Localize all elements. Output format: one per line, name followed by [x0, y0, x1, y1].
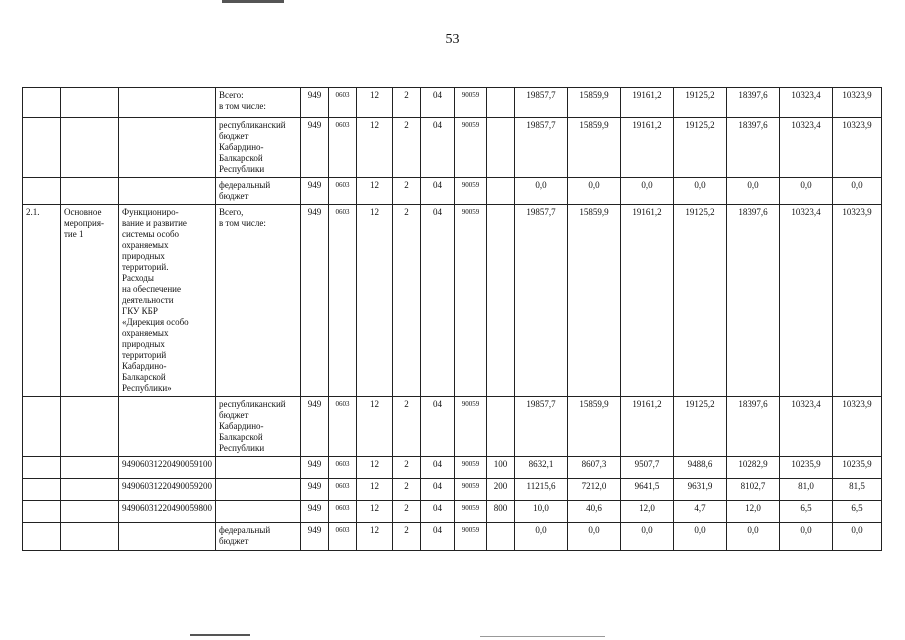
table-row: [23, 118, 882, 178]
row-code-2: 2: [393, 88, 421, 118]
row-value-1: 0,0: [515, 178, 568, 205]
row-description: [119, 397, 216, 457]
row-value-3: 0,0: [621, 178, 674, 205]
row-value-1: 19857,7: [515, 118, 568, 178]
row-number: [23, 523, 61, 551]
row-value-2: 0,0: [568, 523, 621, 551]
row-code-3: 04: [421, 118, 455, 178]
row-value-1: 19857,7: [515, 397, 568, 457]
row-code-3: 04: [421, 479, 455, 501]
scan-artifact-top: [222, 0, 284, 3]
row-code-1: 12: [357, 178, 393, 205]
row-value-2: 15859,9: [568, 118, 621, 178]
row-number: [23, 501, 61, 523]
row-rzpr: 0603: [329, 88, 357, 118]
row-value-1: 19857,7: [515, 88, 568, 118]
row-value-6: 6,5: [780, 501, 833, 523]
row-code-1: 12: [357, 523, 393, 551]
row-value-5: 18397,6: [727, 118, 780, 178]
row-code-2: 2: [393, 479, 421, 501]
row-value-5: 0,0: [727, 178, 780, 205]
row-value-2: 15859,9: [568, 88, 621, 118]
row-value-4: 19125,2: [674, 88, 727, 118]
table-row: [23, 523, 882, 551]
row-funding-source: республиканский бюджет Кабардино- Балкарской Республики: [216, 118, 301, 178]
row-description: [119, 523, 216, 551]
row-code-4: 90059: [455, 118, 487, 178]
row-code-1: 12: [357, 457, 393, 479]
row-number: [23, 457, 61, 479]
row-code-3: 04: [421, 457, 455, 479]
row-value-4: 19125,2: [674, 205, 727, 397]
row-funding-source: федеральный бюджет: [216, 178, 301, 205]
row-value-7: 10323,9: [833, 397, 882, 457]
table-body: [23, 88, 882, 551]
row-value-7: 10323,9: [833, 88, 882, 118]
row-value-2: 7212,0: [568, 479, 621, 501]
row-number: [23, 118, 61, 178]
row-code-2: 2: [393, 397, 421, 457]
table-row: [23, 397, 882, 457]
row-value-6: 10323,4: [780, 205, 833, 397]
table-row: [23, 501, 882, 523]
budget-table: [22, 87, 882, 551]
row-description: 94906031220490059800: [119, 501, 216, 523]
row-value-5: 10282,9: [727, 457, 780, 479]
row-funding-source: федеральный бюджет: [216, 523, 301, 551]
row-rzpr: 0603: [329, 523, 357, 551]
row-code-1: 12: [357, 501, 393, 523]
row-grbs: 949: [301, 397, 329, 457]
row-value-5: 18397,6: [727, 397, 780, 457]
row-value-7: 0,0: [833, 523, 882, 551]
row-funding-source: [216, 457, 301, 479]
scan-artifact-bottom-line: [480, 636, 605, 637]
row-name: [61, 88, 119, 118]
row-vr: 100: [487, 457, 515, 479]
row-name: [61, 178, 119, 205]
row-value-2: 15859,9: [568, 205, 621, 397]
row-vr: 200: [487, 479, 515, 501]
row-rzpr: 0603: [329, 178, 357, 205]
row-code-3: 04: [421, 88, 455, 118]
row-description: [119, 88, 216, 118]
row-rzpr: 0603: [329, 118, 357, 178]
row-value-3: 19161,2: [621, 205, 674, 397]
row-value-4: 4,7: [674, 501, 727, 523]
row-description: Функциониро- вание и развитие системы особо охраняемых природных территорий. Расходы на обеспечение деятельности ГКУ КБР «Дирекция особо охраняемых природных территорий Кабардино- Балкарской Республики»: [119, 205, 216, 397]
row-value-3: 9641,5: [621, 479, 674, 501]
row-funding-source: республиканский бюджет Кабардино- Балкарской Республики: [216, 397, 301, 457]
row-value-6: 81,0: [780, 479, 833, 501]
row-vr: [487, 523, 515, 551]
row-value-4: 0,0: [674, 178, 727, 205]
row-number: [23, 178, 61, 205]
row-code-4: 90059: [455, 178, 487, 205]
budget-table-wrap: [22, 87, 882, 551]
row-number: [23, 397, 61, 457]
row-value-6: 10323,4: [780, 88, 833, 118]
row-description: [119, 178, 216, 205]
table-row: [23, 88, 882, 118]
row-value-3: 19161,2: [621, 88, 674, 118]
row-value-5: 0,0: [727, 523, 780, 551]
row-value-2: 0,0: [568, 178, 621, 205]
row-value-3: 19161,2: [621, 118, 674, 178]
row-value-7: 10235,9: [833, 457, 882, 479]
page-number: 53: [445, 32, 460, 47]
row-value-1: 0,0: [515, 523, 568, 551]
row-grbs: 949: [301, 523, 329, 551]
row-name: [61, 457, 119, 479]
row-value-7: 10323,9: [833, 118, 882, 178]
row-number: [23, 88, 61, 118]
table-row: [23, 178, 882, 205]
row-vr: [487, 205, 515, 397]
row-code-4: 90059: [455, 523, 487, 551]
row-rzpr: 0603: [329, 501, 357, 523]
row-value-4: 0,0: [674, 523, 727, 551]
row-rzpr: 0603: [329, 457, 357, 479]
row-vr: [487, 397, 515, 457]
row-code-3: 04: [421, 501, 455, 523]
row-vr: [487, 118, 515, 178]
row-code-1: 12: [357, 118, 393, 178]
row-rzpr: 0603: [329, 397, 357, 457]
row-vr: [487, 88, 515, 118]
row-rzpr: 0603: [329, 205, 357, 397]
row-code-4: 90059: [455, 501, 487, 523]
row-value-7: 0,0: [833, 178, 882, 205]
row-description: 94906031220490059200: [119, 479, 216, 501]
row-funding-source: [216, 501, 301, 523]
row-code-1: 12: [357, 88, 393, 118]
row-grbs: 949: [301, 88, 329, 118]
row-grbs: 949: [301, 501, 329, 523]
row-value-6: 0,0: [780, 523, 833, 551]
row-value-3: 9507,7: [621, 457, 674, 479]
row-value-5: 18397,6: [727, 88, 780, 118]
row-vr: 800: [487, 501, 515, 523]
row-value-3: 19161,2: [621, 397, 674, 457]
row-code-3: 04: [421, 205, 455, 397]
row-value-2: 15859,9: [568, 397, 621, 457]
row-description: [119, 118, 216, 178]
row-value-1: 8632,1: [515, 457, 568, 479]
row-code-2: 2: [393, 501, 421, 523]
row-number: [23, 479, 61, 501]
row-grbs: 949: [301, 205, 329, 397]
row-value-7: 6,5: [833, 501, 882, 523]
row-code-3: 04: [421, 523, 455, 551]
row-name: Основное мероприя- тие 1: [61, 205, 119, 397]
row-name: [61, 523, 119, 551]
row-code-4: 90059: [455, 88, 487, 118]
row-name: [61, 118, 119, 178]
row-grbs: 949: [301, 178, 329, 205]
row-grbs: 949: [301, 479, 329, 501]
row-name: [61, 501, 119, 523]
row-code-1: 12: [357, 397, 393, 457]
row-value-3: 0,0: [621, 523, 674, 551]
row-value-5: 18397,6: [727, 205, 780, 397]
row-value-6: 10235,9: [780, 457, 833, 479]
row-code-2: 2: [393, 178, 421, 205]
row-value-7: 10323,9: [833, 205, 882, 397]
row-value-2: 8607,3: [568, 457, 621, 479]
row-code-3: 04: [421, 178, 455, 205]
row-funding-source: [216, 479, 301, 501]
row-value-4: 9488,6: [674, 457, 727, 479]
row-value-7: 81,5: [833, 479, 882, 501]
row-description: 9490603122049005910​0: [119, 457, 216, 479]
row-code-4: 90059: [455, 205, 487, 397]
row-name: [61, 397, 119, 457]
row-code-2: 2: [393, 457, 421, 479]
row-value-1: 10,0: [515, 501, 568, 523]
row-code-4: 90059: [455, 457, 487, 479]
row-value-1: 11215,6: [515, 479, 568, 501]
row-value-4: 9631,9: [674, 479, 727, 501]
row-value-6: 10323,4: [780, 118, 833, 178]
row-value-5: 8102,7: [727, 479, 780, 501]
row-number: 2.1.: [23, 205, 61, 397]
row-rzpr: 0603: [329, 479, 357, 501]
row-value-1: 19857,7: [515, 205, 568, 397]
row-value-2: 40,6: [568, 501, 621, 523]
table-row: [23, 479, 882, 501]
row-funding-source: Всего: в том числе:: [216, 88, 301, 118]
row-value-6: 10323,4: [780, 397, 833, 457]
row-code-4: 90059: [455, 397, 487, 457]
row-grbs: 949: [301, 118, 329, 178]
table-row: [23, 205, 882, 397]
table-row: [23, 457, 882, 479]
row-funding-source: Всего, в том числе:: [216, 205, 301, 397]
row-vr: [487, 178, 515, 205]
row-code-2: 2: [393, 523, 421, 551]
scan-artifact-bottom: [190, 634, 250, 636]
row-code-2: 2: [393, 205, 421, 397]
row-value-3: 12,0: [621, 501, 674, 523]
row-value-4: 19125,2: [674, 118, 727, 178]
row-grbs: 949: [301, 457, 329, 479]
row-code-2: 2: [393, 118, 421, 178]
row-code-3: 04: [421, 397, 455, 457]
row-value-4: 19125,2: [674, 397, 727, 457]
row-name: [61, 479, 119, 501]
row-code-1: 12: [357, 479, 393, 501]
row-value-6: 0,0: [780, 178, 833, 205]
row-code-4: 90059: [455, 479, 487, 501]
row-code-1: 12: [357, 205, 393, 397]
row-value-5: 12,0: [727, 501, 780, 523]
